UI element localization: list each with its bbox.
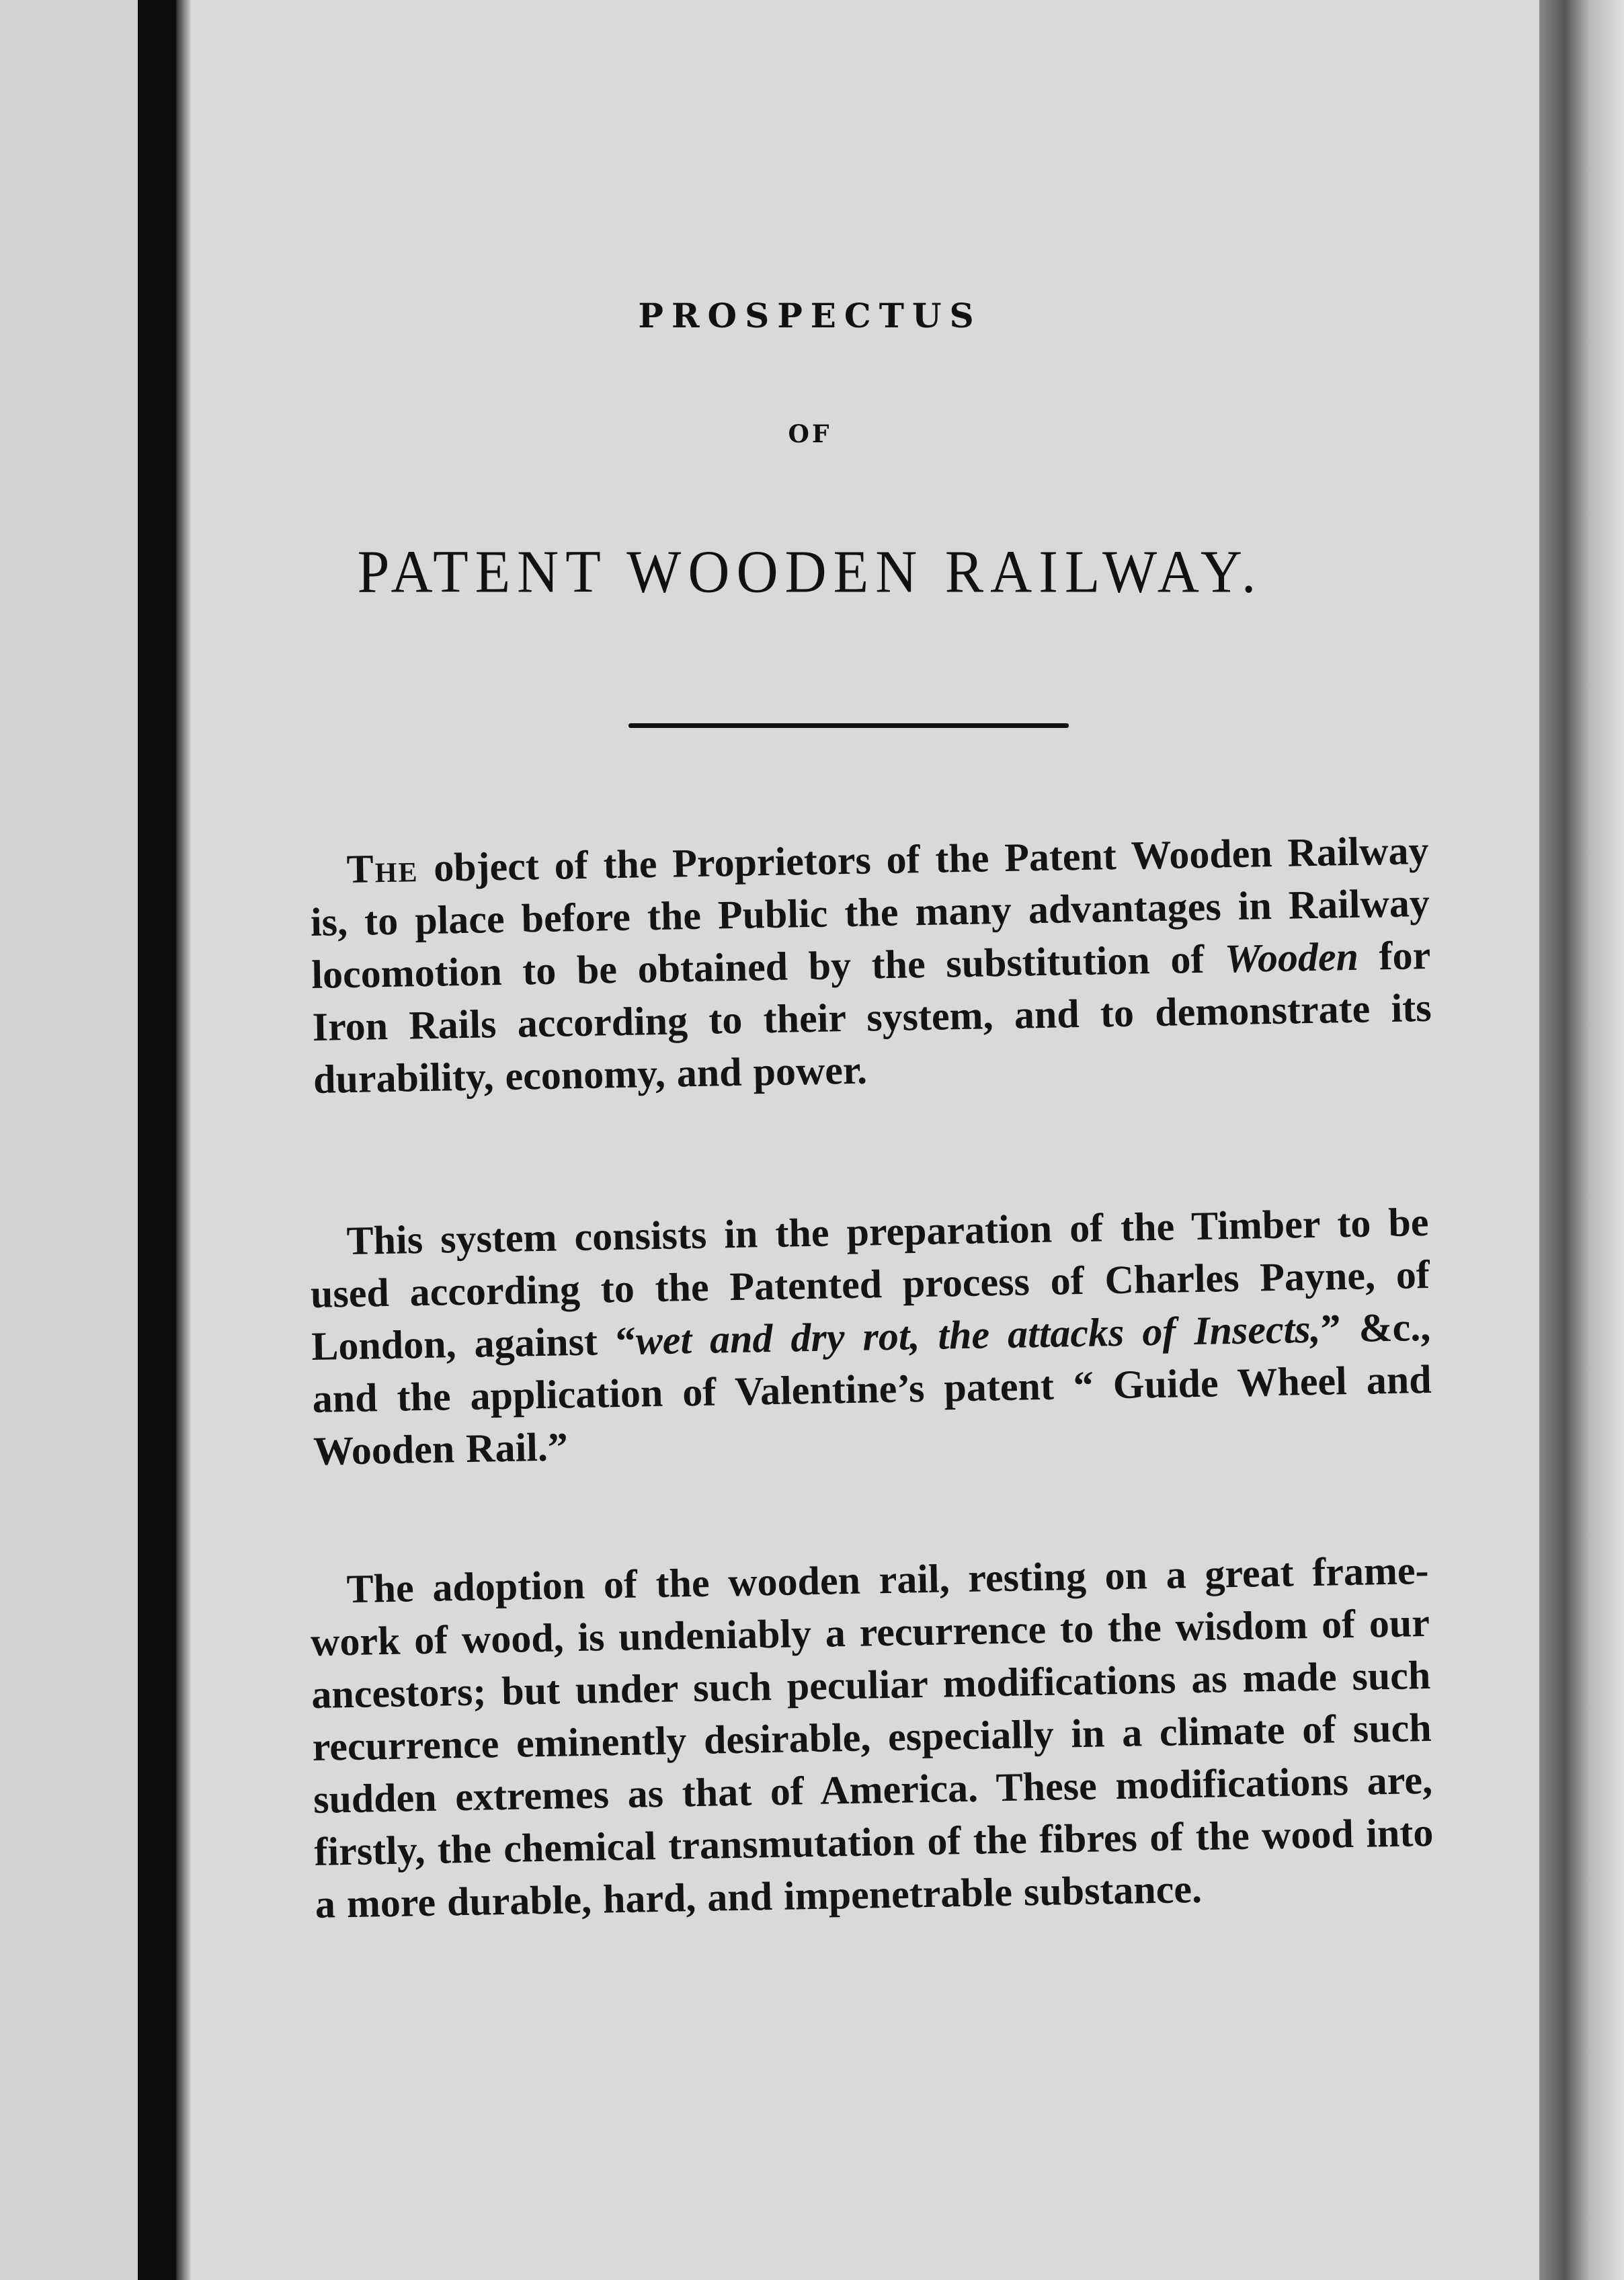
paragraph-2-text: This system consists in the preparation of the Timber to be used according to the Patented process of Charles Payne, of London, against “ bbox=[310, 1199, 1430, 1369]
heading-of: OF bbox=[788, 420, 832, 448]
paragraph-1-italic: Wooden bbox=[1224, 934, 1359, 981]
paragraph-3-text: The adoption of the wooden rail, resting on a great frame-work of wood, is undeniably a recurrence to the wisdom of our ancestors; but under such peculiar modifications as made such recurrence eminently desirable, especially in a climate of such sudden extremes as that of America. These modifications are, firstly, the chemical transmutation of the fibres of the wood into a more durable, hard, and impenetrable substance. bbox=[310, 1547, 1434, 1926]
facing-page-edge bbox=[0, 0, 141, 2280]
page-paper bbox=[187, 0, 1545, 2280]
paragraph-1-lead: The bbox=[346, 846, 419, 892]
heading-prospectus: PROSPECTUS bbox=[638, 296, 982, 335]
paragraph-2-tail: ” &c., and the application of Valentine’s patent “ Guide Wheel and Wooden Rail.” bbox=[312, 1304, 1432, 1473]
paragraph-1-tail: for Iron Rails according to their system, and to demonstrate its durability, economy, and power. bbox=[312, 932, 1432, 1102]
page-title: PATENT WOODEN RAILWAY. bbox=[357, 537, 1263, 606]
paragraph-3 bbox=[309, 1544, 1434, 1930]
paragraph-1 bbox=[309, 824, 1433, 1106]
book-spine bbox=[138, 0, 178, 2280]
title-divider bbox=[628, 723, 1069, 728]
gutter-shadow bbox=[176, 0, 191, 2280]
page-edge-right bbox=[1539, 0, 1624, 2280]
paragraph-1-text: object of the Proprietors of the Patent Wooden Railway is, to place before the Public the many advantages in Railway locomotion to be obtained by the substitution of bbox=[310, 827, 1430, 997]
paragraph-2-italic: wet and dry rot, the attacks of Insects, bbox=[635, 1306, 1322, 1363]
paragraph-2 bbox=[309, 1196, 1433, 1477]
